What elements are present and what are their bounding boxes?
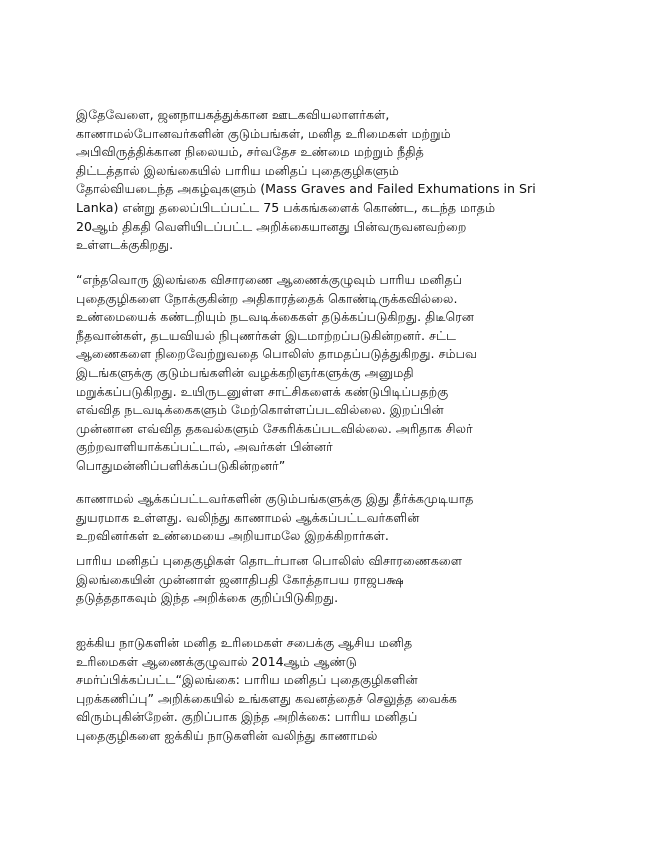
- text-line: புதைகுழிகளை நோக்குகின்ற அதிகாரத்தைக் கொண்டிருக்கவில்லை.: [76, 290, 458, 306]
- text-line: மறுக்கப்படுகிறது. உயிருடனுள்ள சாட்சிகளைக் கண்டுபிடிப்பதற்கு: [76, 383, 449, 399]
- text-line: தடுத்ததாகவும் இந்த அறிக்கை குறிப்பிடுகிறது.: [76, 590, 339, 606]
- text-line: இதேவேளை, ஜனநாயகத்துக்கான ஊடகவியலாளர்கள்,: [76, 107, 390, 122]
- text-line: சமர்ப்பிக்கப்பட்ட“இலங்கை: பாரிய மனிதப் புதைகுழிகளின்: [76, 672, 418, 688]
- text-line: உறவினர்கள் உண்மையை அறியாமலே இறக்கிறார்கள்.: [76, 528, 389, 544]
- text-line: “எந்தவொரு இலங்கை விசாரணை ஆணைக்குழுவும் பாரிய மனிதப்: [76, 272, 463, 287]
- text-line: தோல்வியடைந்த அகழ்வுகளும் (Mass Graves and Failed Exhumations in Sri: [76, 181, 536, 197]
- paragraph-police-investigation: [76, 552, 596, 608]
- text-line: புதைகுழிகளை ஐக்கிய் நாடுகளின் வலிந்து காணாமல்: [76, 727, 378, 743]
- text-line: ஐக்கிய நாடுகளின் மனித உரிமைகள் சபைக்கு ஆசிய மனித: [76, 635, 413, 650]
- text-line: இடங்களுக்கு குடும்பங்களின் வழக்கறிஞர்களுக்கு அனுமதி: [76, 364, 414, 380]
- text-line: உண்மையைக் கண்டறியும் நடவடிக்கைகள் தடுக்கப்படுகிறது. திடீரென: [76, 309, 475, 325]
- text-line: திட்டத்தால் இலங்கையில் பாரிய மனிதப் புதைகுழிகளும்: [76, 162, 399, 178]
- text-line: விரும்புகின்றேன். குறிப்பாக இந்த அறிக்கை: பாரிய மனிதப்: [76, 709, 418, 725]
- text-line: ஆணைகளை நிறைவேற்றுவதை பொலிஸ் தாமதப்படுத்துகிறது. சம்பவ: [76, 346, 478, 362]
- text-line: நீதவான்கள், தடயவியல் நிபுணர்கள் இடமாற்றப்படுகின்றனர். சட்ட: [76, 327, 457, 343]
- text-line: துயரமாக உள்ளது. வலிந்து காணாமல் ஆக்கப்பட்டவர்களின்: [76, 509, 420, 525]
- text-line: எவ்வித நடவடிக்கைகளும் மேற்கொள்ளப்படவில்லை. இறப்பின்: [76, 402, 444, 418]
- paragraph-un-report: [76, 634, 596, 746]
- text-line: காணாமல் ஆக்கப்பட்டவர்களின் குடும்பங்களுக்கு இது தீர்க்கமுடியாத: [76, 491, 474, 506]
- text-line: Lanka) என்று தலைப்பிடப்பட்ட 75 பக்கங்களைக் கொண்ட, கடந்த மாதம்: [76, 199, 496, 215]
- text-line: 20ஆம் திகதி வெளியிடப்பட்ட அறிக்கையானது பின்வருவனவற்றை: [76, 218, 467, 234]
- text-line: குற்றவாளியாக்கப்பட்டால், அவர்கள் பின்னர்: [76, 439, 333, 455]
- text-line: பொதுமன்னிப்பளிக்கப்படுகின்றனர்”: [76, 457, 286, 473]
- paragraph-report-intro: [76, 106, 596, 255]
- text-line: இலங்கையின் முன்னாள் ஜனாதிபதி கோத்தாபய ராஜபக்ஷ: [76, 571, 404, 587]
- text-line: காணாமல்போனவர்களின் குடும்பங்கள், மனித உரிமைகள் மற்றும்: [76, 125, 451, 141]
- text-line: உள்ளடக்குகிறது.: [76, 237, 174, 253]
- text-line: புறக்கணிப்பு” அறிக்கையில் உங்களது கவனத்தைச் செலுத்த வைக்க: [76, 690, 457, 706]
- paragraph-families: [76, 490, 596, 546]
- text-line: பாரிய மனிதப் புதைகுழிகள் தொடர்பான பொலிஸ் விசாரணைகளை: [76, 553, 463, 568]
- text-line: முன்னான எவ்வித தகவல்களும் சேகரிக்கப்படவில்லை. அரிதாக சிலர்: [76, 420, 473, 436]
- text-line: அபிவிருத்திக்கான நிலையம், சர்வதேச உண்மை மற்றும் நீதித்: [76, 144, 424, 160]
- text-line: உரிமைகள் ஆணைக்குழுவால் 2014ஆம் ஆண்டு: [76, 653, 357, 669]
- paragraph-quote: [76, 271, 596, 476]
